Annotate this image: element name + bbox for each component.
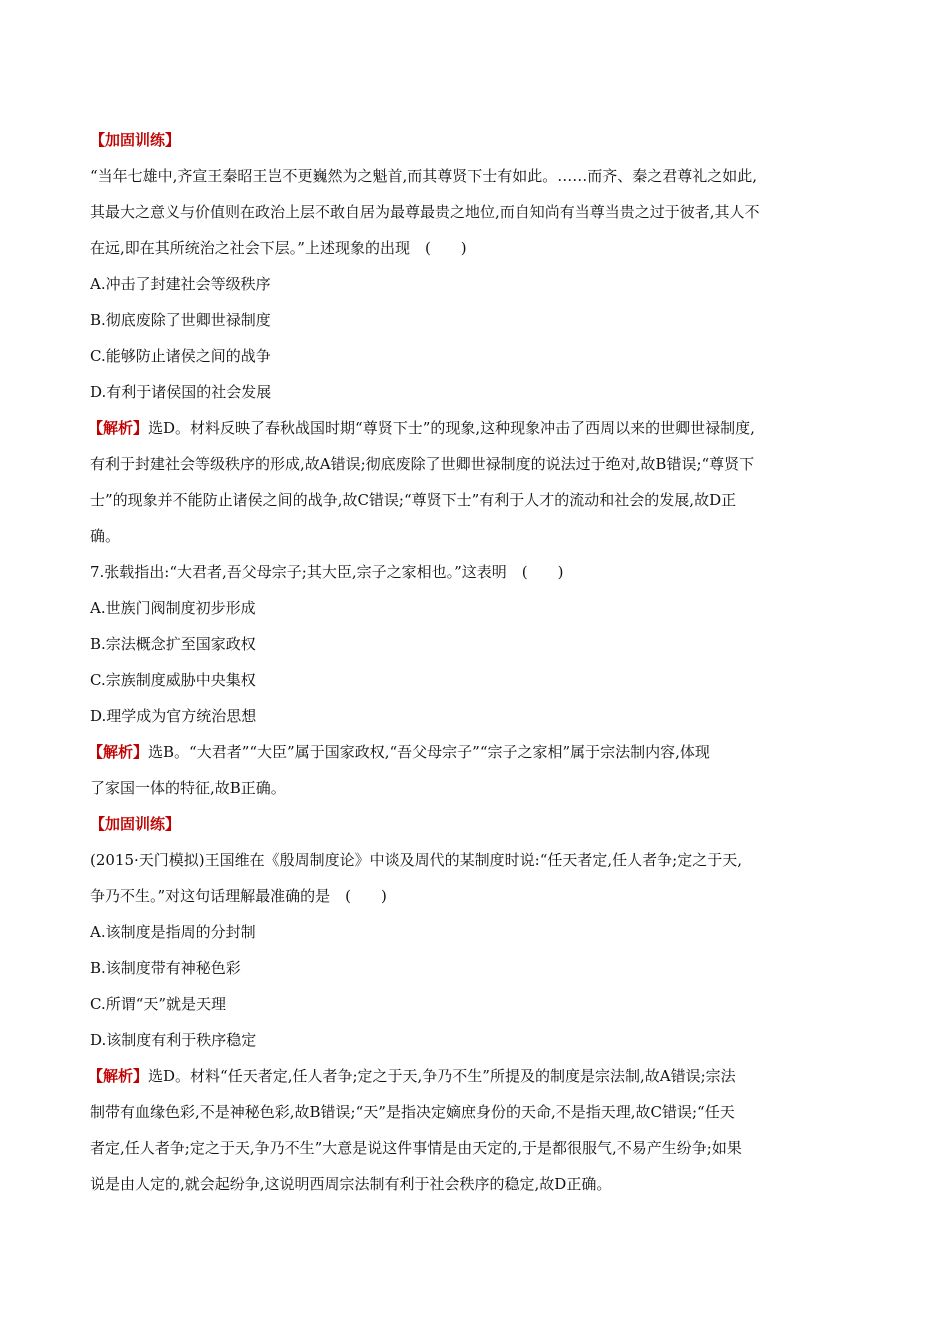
option-d: D.该制度有利于秩序稳定 [90, 1031, 257, 1049]
analysis-line: 确。 [90, 527, 121, 545]
question-stem-line: 其最大之意义与价值则在政治上层不敢自居为最尊最贵之地位,而自知尚有当尊当贵之过于彼者,其人不 [90, 203, 760, 221]
analysis-line: 者定,任人者争;定之于天,争乃不生”大意是说这件事情是由天定的,于是都很服气,不易产生纷争;如果 [90, 1139, 742, 1157]
option-c: C.宗族制度威胁中央集权 [90, 671, 256, 689]
document-page [90, 122, 860, 1202]
analysis-line: 有利于封建社会等级秩序的形成,故A错误;彻底废除了世卿世禄制度的说法过于绝对,故B错误;“尊贤下 [90, 455, 755, 473]
question-7-stem: 7.张载指出:“大君者,吾父母宗子;其大臣,宗子之家相也。”这表明 ( ) [90, 563, 564, 581]
analysis-tag: 【解析】 [88, 419, 149, 437]
analysis-text: 选B。“大君者”“大臣”属于国家政权,“吾父母宗子”“宗子之家相”属于宗法制内容,体现 [148, 743, 710, 761]
question-stem-line: “当年七雄中,齐宣王秦昭王岂不更巍然为之魁首,而其尊贤下士有如此。……而齐、秦之君尊礼之如此, [90, 167, 757, 185]
option-b: B.彻底废除了世卿世禄制度 [90, 311, 271, 329]
option-b: B.宗法概念扩至国家政权 [90, 635, 256, 653]
reinforcement-heading-1 [90, 122, 860, 158]
analysis-line [88, 734, 860, 770]
option-c: C.所谓“天”就是天理 [90, 995, 227, 1013]
analysis-line [88, 410, 860, 446]
analysis-line: 了家国一体的特征,故B正确。 [90, 779, 286, 797]
analysis-line [88, 1058, 860, 1094]
question-stem-line: (2015·天门模拟)王国维在《殷周制度论》中谈及周代的某制度时说:“任天者定,任人者争;定之于天, [90, 851, 742, 869]
option-a: A.冲击了封建社会等级秩序 [90, 275, 271, 293]
option-d: D.理学成为官方统治思想 [90, 707, 257, 725]
reinforcement-heading-2 [90, 806, 860, 842]
option-a: A.该制度是指周的分封制 [90, 923, 256, 941]
question-stem-line: 在远,即在其所统治之社会下层。”上述现象的出现 ( ) [90, 239, 467, 257]
analysis-tag: 【解析】 [88, 743, 149, 761]
analysis-line: 制带有血缘色彩,不是神秘色彩,故B错误;“天”是指决定嫡庶身份的天命,不是指天理,故C错误;“任天 [90, 1103, 735, 1121]
option-b: B.该制度带有神秘色彩 [90, 959, 241, 977]
reinforcement-tag: 【加固训练】 [90, 815, 181, 833]
question-stem-line: 争乃不生。”对这句话理解最准确的是 ( ) [90, 887, 387, 905]
analysis-text: 选D。材料“任天者定,任人者争;定之于天,争乃不生”所提及的制度是宗法制,故A错误;宗法 [148, 1067, 736, 1085]
analysis-tag: 【解析】 [88, 1067, 149, 1085]
reinforcement-tag: 【加固训练】 [90, 131, 181, 149]
analysis-line: 士”的现象并不能防止诸侯之间的战争,故C错误;“尊贤下士”有利于人才的流动和社会的发展,故D正 [90, 491, 737, 509]
option-c: C.能够防止诸侯之间的战争 [90, 347, 271, 365]
option-d: D.有利于诸侯国的社会发展 [90, 383, 272, 401]
option-a: A.世族门阀制度初步形成 [90, 599, 256, 617]
analysis-text: 选D。材料反映了春秋战国时期“尊贤下士”的现象,这种现象冲击了西周以来的世卿世禄制度, [148, 419, 755, 437]
analysis-line: 说是由人定的,就会起纷争,这说明西周宗法制有利于社会秩序的稳定,故D正确。 [90, 1175, 612, 1193]
